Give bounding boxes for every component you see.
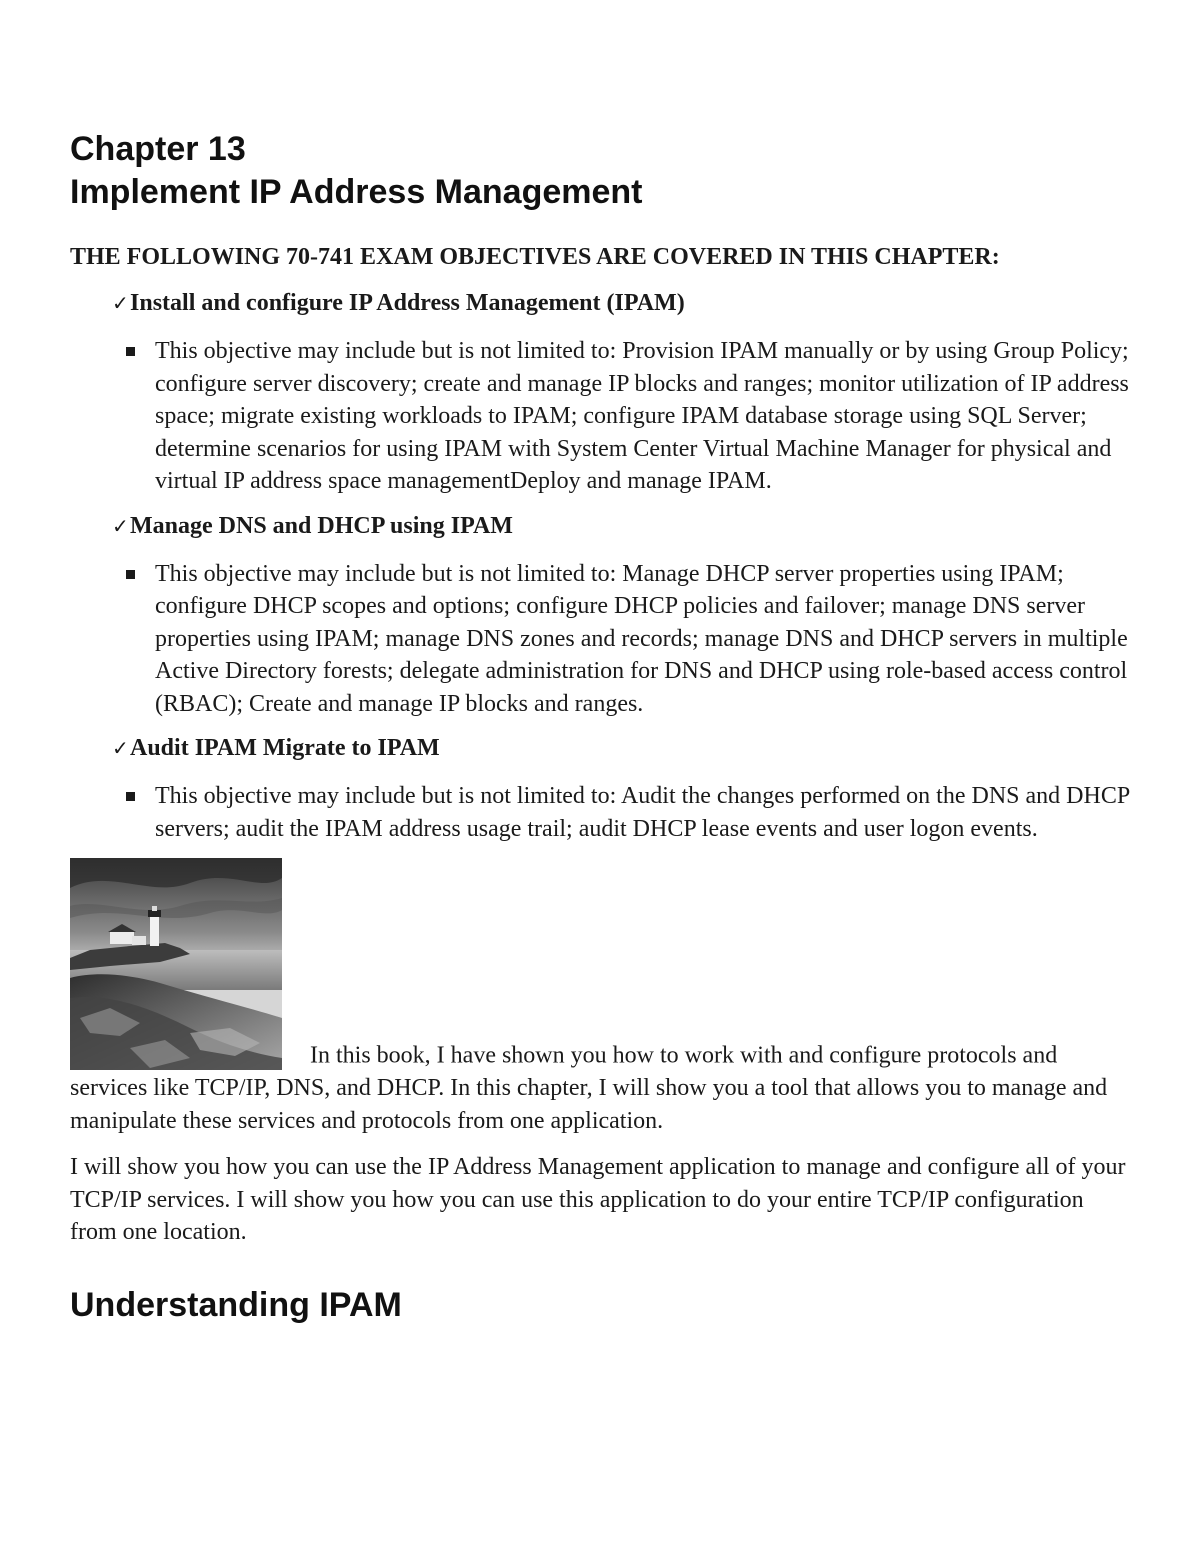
- objective-bullet-text: This objective may include but is not limited to: Audit the changes performed on the DNS and DHCP servers; audit the IPAM address usage trail; audit DHCP lease events and user logon events.: [155, 783, 1130, 842]
- chapter-number: Chapter 13: [70, 130, 246, 168]
- objective-title-text: Manage DNS and DHCP using IPAM: [130, 512, 513, 539]
- chapter-name: Implement IP Address Management: [70, 173, 643, 211]
- checkmark-icon: ✓: [112, 515, 129, 538]
- objective-3: [70, 732, 1132, 845]
- objective-bullet: [155, 335, 1132, 498]
- checkmark-icon: ✓: [112, 738, 129, 760]
- square-bullet-icon: [126, 570, 135, 579]
- objective-title-text: Install and configure IP Address Management (IPAM): [130, 290, 685, 316]
- chapter-title: [70, 128, 1132, 214]
- objective-bullet: [155, 558, 1132, 721]
- checkmark-icon: ✓: [112, 293, 129, 315]
- square-bullet-icon: [126, 347, 135, 356]
- lighthouse-photo: [70, 858, 282, 1070]
- objective-1: [70, 287, 1132, 498]
- objective-title: [112, 287, 1132, 320]
- body-paragraph: I will show you how you can use the IP Address Management application to manage and configure all of your TCP/IP services. I will show you how you can use this application to do your entire TCP/IP configuration from one location.: [70, 1154, 1126, 1245]
- objective-title: [112, 732, 1132, 765]
- intro-text: In this book, I have shown you how to work with and configure protocols and services like TCP/IP, DNS, and DHCP. In this chapter, I will show you a tool that allows you to manage and manipulate these services and protocols from one application.: [70, 1042, 1108, 1134]
- objective-2: [70, 510, 1132, 721]
- objective-title-text: Audit IPAM Migrate to IPAM: [130, 735, 440, 761]
- square-bullet-icon: [126, 792, 135, 801]
- section-heading: Understanding IPAM: [70, 1285, 402, 1324]
- document-page: [70, 128, 1132, 1327]
- objective-bullet-text: This objective may include but is not limited to: Manage DHCP server properties using IPAM; configure DHCP scopes and options; configure DHCP policies and failover; manage DNS server properties using IPAM; manage DNS zones and records; manage DNS and DHCP servers in multiple Active Directory forests; delegate administration for DNS and DHCP using role-based access control (RBAC); Create and manage IP blocks and ranges.: [155, 560, 1128, 717]
- objective-bullet: [155, 780, 1132, 845]
- objective-title: [112, 510, 1132, 543]
- intro-paragraph: [70, 858, 1132, 1137]
- objectives-heading: THE FOLLOWING 70-741 EXAM OBJECTIVES ARE COVERED IN THIS CHAPTER:: [70, 244, 1000, 270]
- objective-bullet-text: This objective may include but is not limited to: Provision IPAM manually or by using Group Policy; configure server discovery; create and manage IP blocks and ranges; monitor utilization of IP address space; migrate existing workloads to IPAM; configure IPAM database storage using SQL Server; determine scenarios for using IPAM with System Center Virtual Machine Manager for physical and virtual IP address space managementDeploy and manage IPAM.: [155, 338, 1129, 494]
